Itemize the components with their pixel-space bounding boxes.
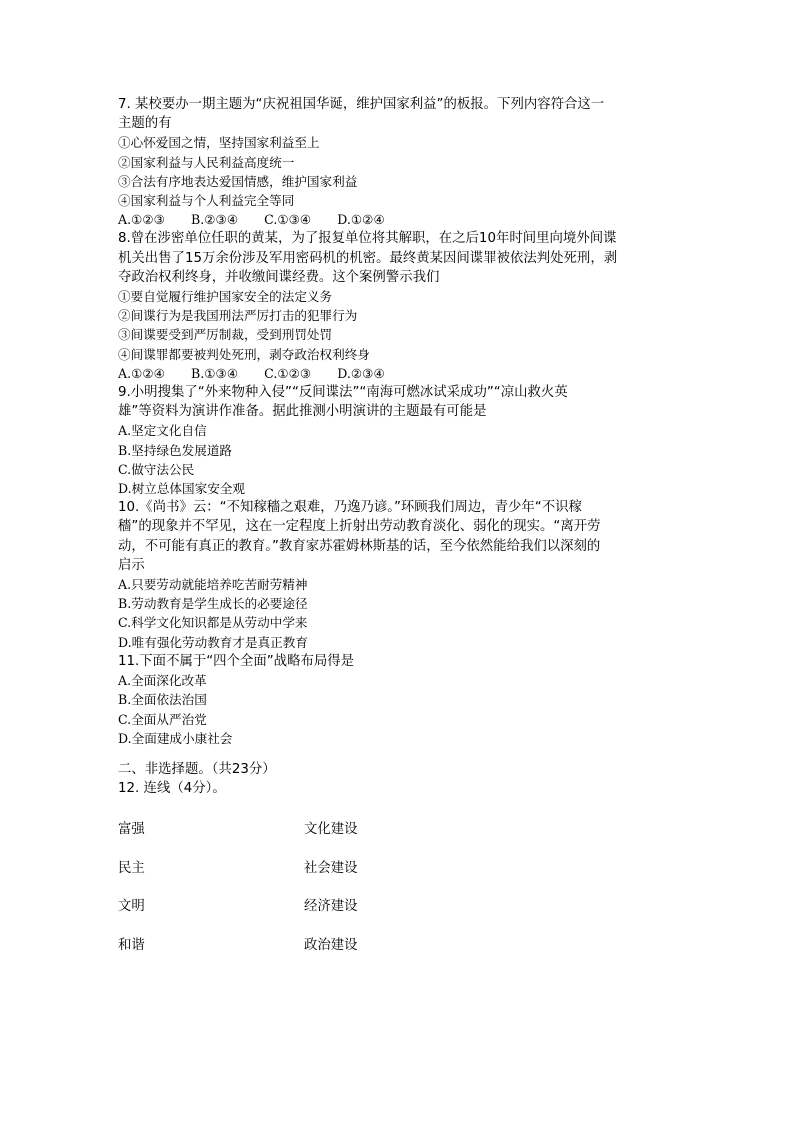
q8-item-3: ③间谍要受到严厉制裁，受到刑罚处罚: [118, 327, 333, 343]
matching-exercise: [118, 818, 518, 972]
q10-option-a[interactable]: A.只要劳动就能培养吃苦耐劳精神: [118, 577, 308, 593]
q9-stem-line2: 雄”等资料为演讲作准备。据此推测小明演讲的主题最有可能是: [118, 404, 487, 420]
q10-stem-line1: 10.《尚书》云：“不知稼穡之艰难，乃逸乃谚。”环顾我们周边，青少年“不识稼: [118, 500, 582, 516]
q9-option-c[interactable]: C.做守法公民: [118, 461, 195, 477]
q10-option-b[interactable]: B.劳动教育是学生成长的必要途径: [118, 596, 308, 612]
match-right-item[interactable]: 经济建设: [304, 899, 358, 914]
section2-title: 二、非选择题。（共23分）: [118, 761, 276, 777]
match-row: [118, 934, 518, 973]
section-gap: [118, 748, 678, 760]
match-row: [118, 857, 518, 896]
q8-item-1: ①要自觉履行维护国家安全的法定义务: [118, 289, 333, 305]
q9-option-d[interactable]: D.树立总体国家安全观: [118, 481, 245, 497]
q9-stem-line1: 9.小明搜集了“外来物种入侵”“反间谍法”“南海可燃冰试采成功”“凉山救火英: [118, 385, 568, 401]
q10-stem-line4: 启示: [118, 557, 145, 573]
q9-option-a[interactable]: A.坚定文化自信: [118, 423, 207, 439]
match-left-item[interactable]: 富强: [118, 822, 145, 837]
q10-option-c[interactable]: C.科学文化知识都是从劳动中学来: [118, 615, 308, 631]
q9-option-b[interactable]: B.坚持绿色发展道路: [118, 442, 233, 458]
q11-option-d[interactable]: D.全面建成小康社会: [118, 730, 233, 746]
q12-stem: 12. 连线（4分）。: [118, 781, 226, 797]
q7-choice-d[interactable]: D.①②④: [337, 212, 385, 228]
q8-choices: [118, 364, 678, 383]
match-left-item[interactable]: 和谐: [118, 937, 145, 953]
q7-item-1: ①心怀爱国之情，坚持国家利益至上: [118, 135, 320, 151]
q8-choice-a[interactable]: A.①②④: [118, 365, 165, 381]
q8-choice-b[interactable]: B.①③④: [190, 365, 239, 381]
match-right-item[interactable]: 社会建设: [304, 860, 358, 876]
q8-stem-line1: 8.曾在涉密单位任职的黄某，为了报复单位将其解职，在之后10年时间里向境外间谍: [118, 231, 617, 247]
q8-stem-line2: 机关出售了15万余份涉及军用密码机的机密。最终黄某因间谍罪被依法判处死刑，剥: [118, 250, 618, 266]
q8-choice-d[interactable]: D.②③④: [337, 365, 385, 381]
q7-choice-a[interactable]: A.①②③: [118, 212, 165, 228]
q7-stem-line2: 主题的有: [118, 116, 172, 132]
q11-stem: 11.下面不属于“四个全面”战略布局得是: [118, 653, 355, 669]
q8-item-2: ②间谍行为是我国刑法严厉打击的犯罪行为: [118, 308, 358, 324]
q7-stem-line1: 7. 某校要办一期主题为“庆祝祖国华诞，维护国家利益”的板报。下列内容符合这一: [118, 97, 605, 112]
exam-page: [118, 95, 678, 798]
q10-stem-line3: 动，不可能有真正的教育。”教育家苏霍姆林斯基的话，至今依然能给我们以深刻的: [118, 538, 601, 554]
q7-item-4: ④国家利益与个人利益完全等同: [118, 193, 295, 209]
q7-choices: [118, 210, 678, 229]
match-right-item[interactable]: 政治建设: [304, 937, 358, 953]
q7-choice-b[interactable]: B.②③④: [190, 212, 239, 228]
q8-stem-line3: 夺政治权利终身，并收缴间谍经费。这个案例警示我们: [118, 269, 440, 285]
match-row: [118, 818, 518, 857]
q11-option-b[interactable]: B.全面依法治国: [118, 692, 207, 708]
q7-item-2: ②国家利益与人民利益高度统一: [118, 154, 295, 170]
q8-choice-c[interactable]: C.①②③: [264, 365, 312, 381]
q7-item-3: ③合法有序地表达爱国情感，维护国家利益: [118, 173, 358, 189]
q11-option-c[interactable]: C.全面从严治党: [118, 711, 207, 727]
q8-item-4: ④间谍罪都要被判处死刑，剥夺政治权利终身: [118, 346, 370, 362]
q10-option-d[interactable]: D.唯有强化劳动教育才是真正教育: [118, 634, 308, 650]
match-left-item[interactable]: 文明: [118, 899, 145, 914]
match-left-item[interactable]: 民主: [118, 860, 145, 876]
match-right-item[interactable]: 文化建设: [304, 822, 358, 837]
match-row: [118, 895, 518, 934]
q11-option-a[interactable]: A.全面深化改革: [118, 673, 207, 689]
q10-stem-line2: 穡”的现象并不罕见，这在一定程度上折射出劳动教育淡化、弱化的现实。“离开劳: [118, 519, 601, 535]
q7-choice-c[interactable]: C.①③④: [264, 212, 312, 228]
